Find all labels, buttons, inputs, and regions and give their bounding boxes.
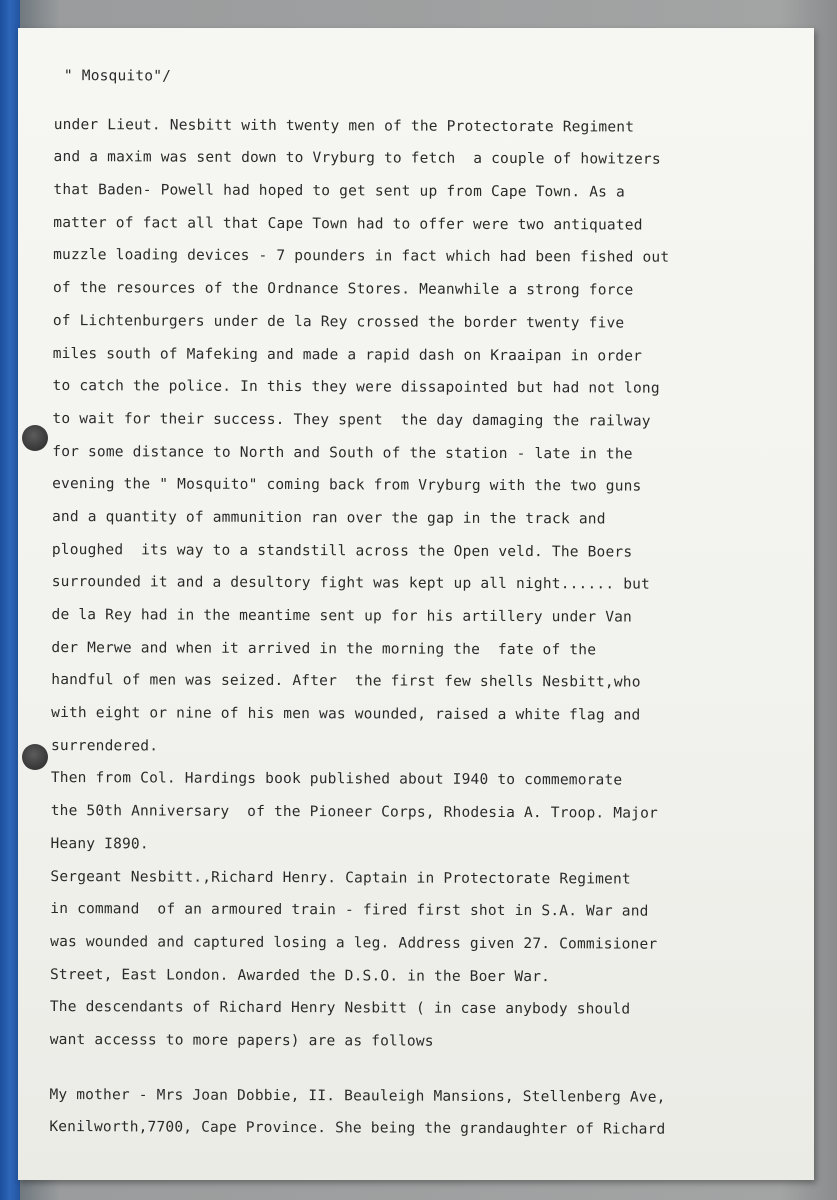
text-line: surrounded it and a desultory fight was kept up all night...... but bbox=[51, 574, 651, 593]
text-line: evening the " Mosquito" coming back from Vryburg with the two guns bbox=[52, 476, 642, 495]
text-line: Then from Col. Hardings book published about I940 to commemorate bbox=[50, 770, 623, 789]
paragraph-harding-book bbox=[51, 762, 791, 863]
typed-page bbox=[18, 28, 814, 1180]
text-line: de la Rey had in the meantime sent up for his artillery under Van bbox=[51, 606, 633, 626]
paragraph-sergeant-nesbitt bbox=[50, 860, 791, 1059]
paragraph-descendants bbox=[49, 1079, 789, 1148]
punch-hole-icon bbox=[22, 425, 48, 451]
text-line: Kenilworth,7700, Cape Province. She being the grandaughter of Richard bbox=[49, 1119, 666, 1138]
text-line: der Merwe and when it arrived in the morning the fate of the bbox=[51, 639, 597, 659]
text-line: muzzle loading devices - 7 pounders in fact which had been fished out bbox=[53, 247, 670, 267]
text-line: handful of men was seized. After the first few shells Nesbitt,who bbox=[51, 672, 641, 691]
text-line: and a quantity of ammunition ran over the gap in the track and bbox=[51, 508, 606, 528]
paragraph-mosquito-account bbox=[51, 109, 794, 766]
text-line: Street, East London. Awarded the D.S.O. in the Boer War. bbox=[49, 966, 551, 985]
text-line: Sergeant Nesbitt.,Richard Henry. Captain in Protectorate Regiment bbox=[50, 868, 631, 888]
paragraph-gap bbox=[50, 1057, 790, 1082]
text-line: want accesss to more papers) are as follows bbox=[49, 1031, 434, 1050]
text-line: that Baden- Powell had hoped to get sent up from Cape Town. As a bbox=[53, 182, 625, 201]
text-line: for some distance to North and South of the station - late in the bbox=[52, 443, 633, 463]
text-line: under Lieut. Nesbitt with twenty men of the Protectorate Regiment bbox=[53, 116, 635, 136]
text-line: with eight or nine of his men was wounded, raised a white flag and bbox=[51, 705, 641, 724]
page-header: " Mosquito"/ bbox=[63, 68, 172, 85]
text-line: in command of an armoured train - fired first shot in S.A. War and bbox=[50, 901, 649, 920]
text-line: surrendered. bbox=[50, 737, 159, 755]
text-line: the 50th Anniversary of the Pioneer Corps, Rhodesia A. Troop. Major bbox=[50, 803, 658, 822]
text-line: of Lichtenburgers under de la Rey crossed the border twenty five bbox=[52, 312, 625, 332]
text-line: The descendants of Richard Henry Nesbitt ( in case anybody should bbox=[49, 999, 631, 1018]
text-line: My mother - Mrs Joan Dobbie, II. Beauleigh Mansions, Stellenberg Ave, bbox=[49, 1086, 666, 1106]
text-line: was wounded and captured losing a leg. Address given 27. Commisioner bbox=[50, 933, 658, 953]
text-line: to wait for their success. They spent the day damaging the railway bbox=[52, 410, 651, 430]
blue-binder-edge bbox=[0, 0, 20, 1200]
text-line: to catch the police. In this they were dissapointed but had not long bbox=[52, 378, 660, 397]
text-line: matter of fact all that Cape Town had to offer were two antiquated bbox=[53, 214, 643, 234]
text-line: ploughed its way to a standstill across the Open veld. The Boers bbox=[51, 541, 633, 561]
text-line: Heany I890. bbox=[50, 835, 149, 853]
typed-text-block bbox=[49, 60, 794, 1147]
punch-hole-icon bbox=[22, 744, 48, 770]
text-line: miles south of Mafeking and made a rapid dash on Kraaipan in order bbox=[52, 345, 643, 365]
text-line: of the resources of the Ordnance Stores. Meanwhile a strong force bbox=[52, 280, 634, 299]
text-line: and a maxim was sent down to Vryburg to fetch a couple of howitzers bbox=[53, 149, 661, 169]
